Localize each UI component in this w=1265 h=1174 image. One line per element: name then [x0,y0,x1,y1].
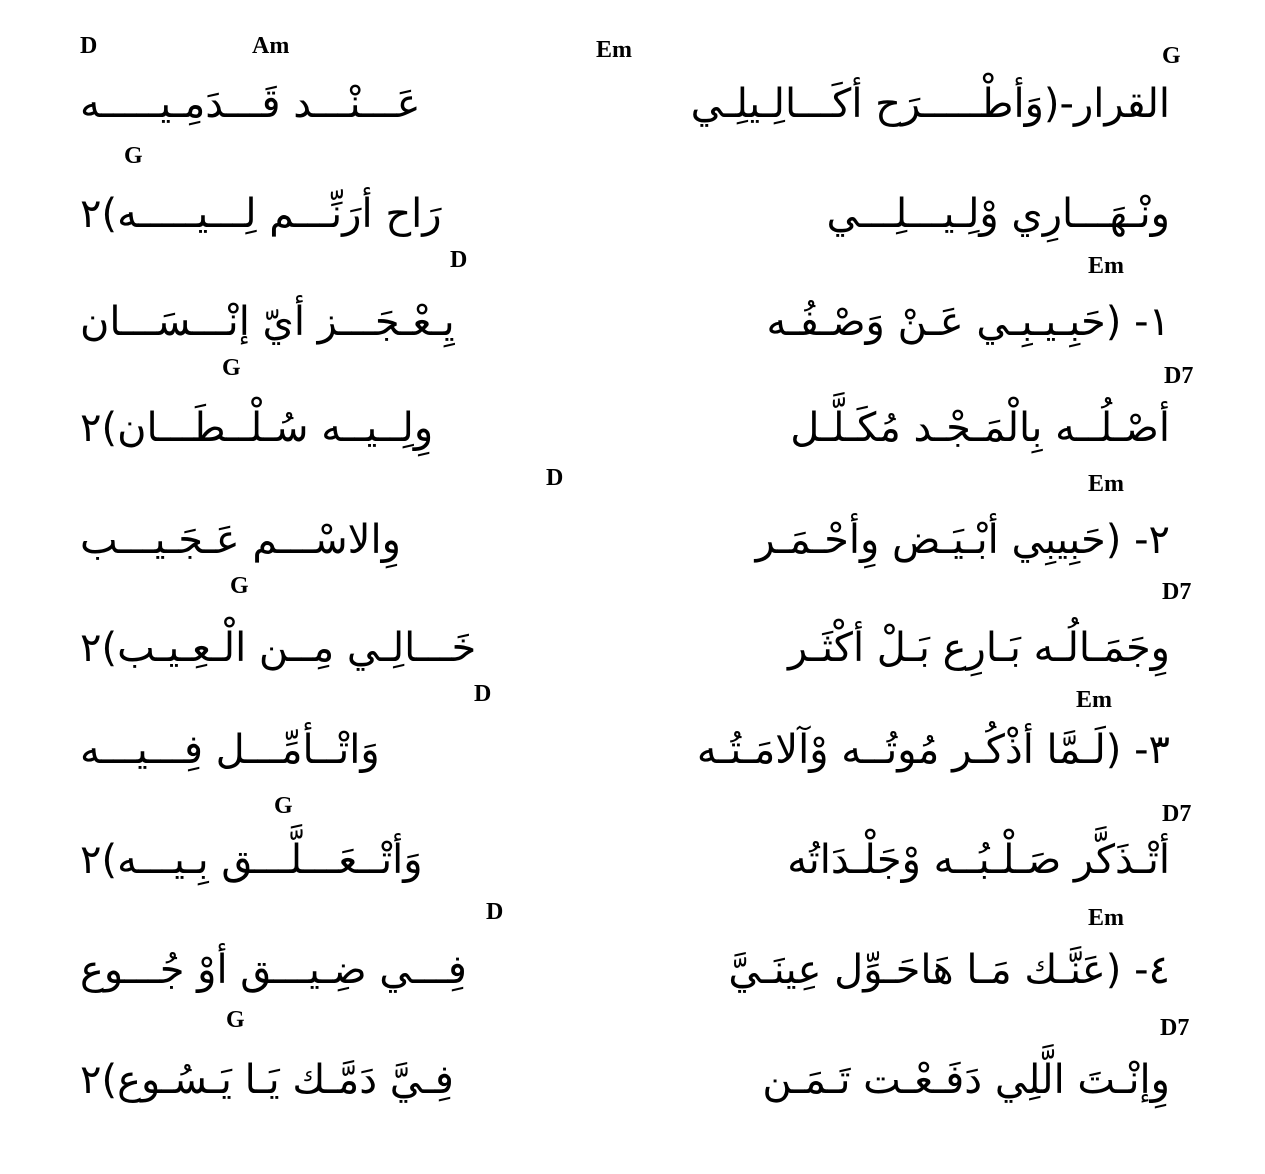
lyric-line-right: ١- (حَبِـيـبِـي عَـنْ وَصْـفُـه [766,299,1170,345]
chord: G [222,355,241,381]
lyric-line-right: ونْـهَـــارِي وْلِـيـــلِـــي [826,191,1170,237]
chord: Em [596,37,632,63]
chord: D [546,465,564,491]
chord: G [124,143,143,169]
chord: Em [1088,905,1124,931]
chord: Am [252,33,290,59]
lyric-line-left: وَاتْــأمِّـــل فِـــيـــه [80,727,380,773]
chord: Em [1088,471,1124,497]
lyric-line-right: أصْـلُــه بِالْمَـجْـد مُكَـلَّـل [790,405,1170,451]
chord: D7 [1162,579,1192,605]
lyric-line-left: فِـيَّ دَمَّـك يَـا يَـسُـوع)٢ [80,1057,454,1103]
chord: D [486,899,504,925]
lyric-line-right: ٣- (لَـمَّا أذْكُـر مُوتُــه وْآلامَـتُـه [696,727,1170,773]
lyric-line-right: أتْـذَكَّر صَـلْـبُــه وْجَلْـدَاتُه [787,837,1170,883]
lyric-line-right: ٤- (عَنَّـك مَـا هَاحَـوِّل عِينَـيَّ [728,947,1170,993]
chord: D [474,681,492,707]
chord: G [230,573,249,599]
lyric-line-left: رَاح أرَنِّـــم لِـــيـــــه)٢ [80,191,442,237]
lyric-line-left: يِـعْـجَـــز أيّ إنْـــسَـــان [80,299,455,345]
lyric-line-right: القرار-(وَأطْـــــرَح أكَـــالِـيلِـي [690,81,1170,127]
chord: Em [1076,687,1112,713]
lyric-line-left: عَـــنْـــد قَـــدَمِـيـــــه [80,81,421,127]
lyric-line-left: فِـــي ضِـيـــق أوْ جُـــوع [80,947,467,993]
lyric-line-left: وِالاسْـــم عَـجَـيـــب [80,517,401,563]
chord: D7 [1162,801,1192,827]
chord: D7 [1160,1015,1190,1041]
chord: G [226,1007,245,1033]
lyric-line-right: ٢- (حَبِيبِي أبْـيَـض وِأحْـمَـر [755,517,1170,563]
lyric-line-left: وِلِــيــه سُـلْــطَـــان)٢ [80,405,434,451]
chord: D7 [1164,363,1194,389]
chord: G [274,793,293,819]
lyric-line-left: وَأتْــعَـــلَّـــق بِـيـــه)٢ [80,837,423,883]
lyric-line-right: وِجَمَـالُـه بَـارِع بَـلْ أكْثَـر [788,625,1170,671]
chord: D [80,33,98,59]
lyric-line-right: وِإنْـتَ الَّلِي دَفَـعْـت تَـمَـن [762,1057,1170,1103]
lyric-line-left: خَـــالِـي مِــن الْـعِـيـب)٢ [80,625,477,671]
chord: D [450,247,468,273]
chord: Em [1088,253,1124,279]
chord: G [1162,43,1181,69]
